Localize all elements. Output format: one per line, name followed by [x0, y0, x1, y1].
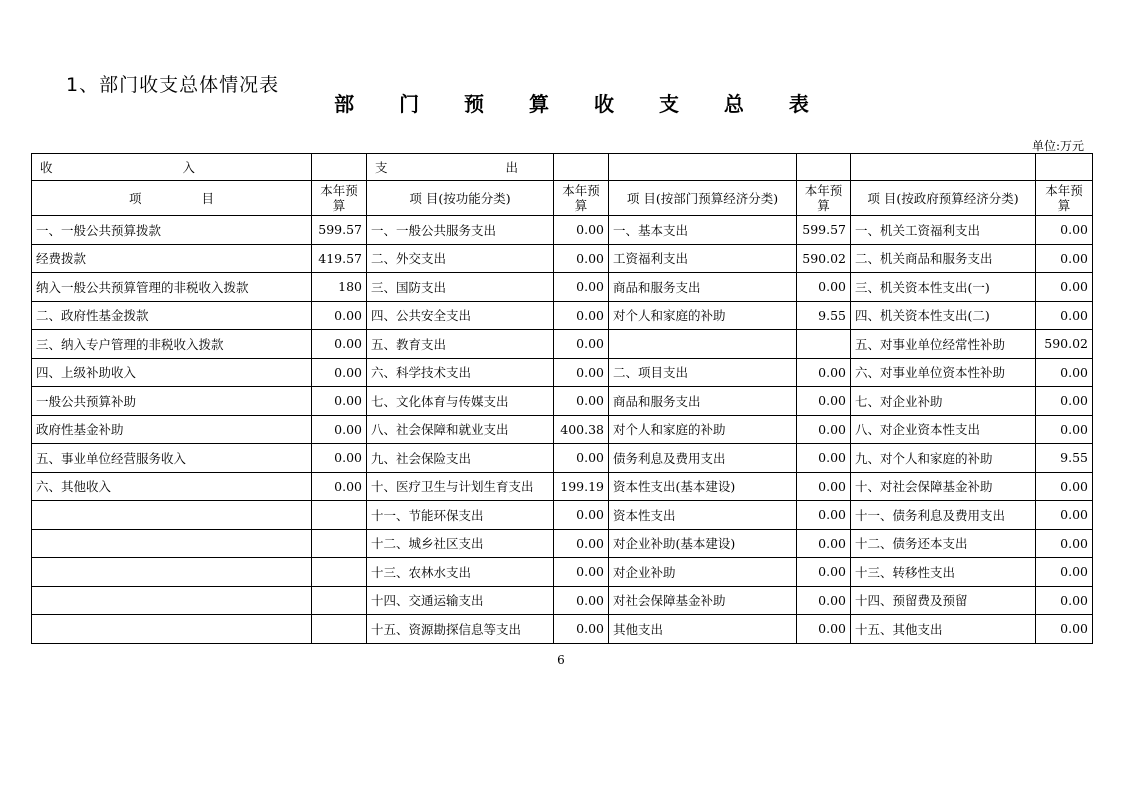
income-item-cell [32, 615, 312, 644]
income-header-blank [312, 154, 367, 181]
income-item-header [32, 181, 312, 216]
dept-item-cell: 对社会保障基金补助 [609, 586, 797, 615]
func-amount-cell: 0.00 [554, 330, 609, 359]
income-amount-cell [312, 615, 367, 644]
budget-summary-table [31, 153, 1093, 644]
expense-header-blank [609, 154, 797, 181]
dept-amount-cell: 0.00 [797, 529, 851, 558]
func-item-cell: 十四、交通运输支出 [367, 586, 554, 615]
dept-item-cell: 对个人和家庭的补助 [609, 301, 797, 330]
unit-label: 单位:万元 [1031, 139, 1084, 153]
dept-item-header: 项 目(按部门预算经济分类) [609, 181, 797, 216]
func-amount-cell: 0.00 [554, 586, 609, 615]
func-amount-cell: 0.00 [554, 387, 609, 416]
income-header: 收 [40, 160, 53, 175]
dept-item-cell: 对个人和家庭的补助 [609, 415, 797, 444]
document-title: 部 门 预 算 收 支 总 表 [334, 92, 828, 116]
func-item-header: 项 目(按功能分类) [367, 181, 554, 216]
amount-header-line2: 算 [817, 198, 830, 213]
amount-header-line2: 算 [332, 198, 346, 213]
table-row [32, 244, 1093, 273]
func-amount-cell: 400.38 [554, 415, 609, 444]
item-header-2: 目 [201, 191, 215, 206]
income-amount-cell: 0.00 [312, 444, 367, 473]
dept-amount-cell: 0.00 [797, 273, 851, 302]
income-item-cell: 一、一般公共预算拨款 [32, 216, 312, 245]
dept-amount-cell: 9.55 [797, 301, 851, 330]
gov-item-cell: 十、对社会保障基金补助 [851, 472, 1036, 501]
income-amount-cell [312, 501, 367, 530]
gov-amount-cell: 0.00 [1036, 273, 1093, 302]
gov-item-cell: 十二、债务还本支出 [851, 529, 1036, 558]
dept-amount-cell: 0.00 [797, 415, 851, 444]
income-item-cell: 一般公共预算补助 [32, 387, 312, 416]
func-item-cell: 三、国防支出 [367, 273, 554, 302]
income-item-cell: 四、上级补助收入 [32, 358, 312, 387]
gov-item-cell: 十一、债务利息及费用支出 [851, 501, 1036, 530]
income-item-cell: 二、政府性基金拨款 [32, 301, 312, 330]
gov-item-cell: 一、机关工资福利支出 [851, 216, 1036, 245]
gov-item-cell: 五、对事业单位经常性补助 [851, 330, 1036, 359]
expense-header-2: 出 [505, 160, 519, 175]
page-number: 6 [557, 653, 565, 667]
gov-item-cell: 二、机关商品和服务支出 [851, 244, 1036, 273]
income-item-cell [32, 586, 312, 615]
dept-item-cell: 其他支出 [609, 615, 797, 644]
dept-amount-cell: 0.00 [797, 358, 851, 387]
income-amount-cell: 0.00 [312, 472, 367, 501]
table-row [32, 444, 1093, 473]
dept-item-cell [609, 330, 797, 359]
func-amount-cell: 0.00 [554, 444, 609, 473]
section-heading: 1、部门收支总体情况表 [66, 74, 280, 96]
gov-item-cell: 六、对事业单位资本性补助 [851, 358, 1036, 387]
table-row [32, 558, 1093, 587]
income-item-cell: 经费拨款 [32, 244, 312, 273]
func-item-cell: 十二、城乡社区支出 [367, 529, 554, 558]
income-amount-cell: 180 [312, 273, 367, 302]
func-item-cell: 十、医疗卫生与计划生育支出 [367, 472, 554, 501]
income-amount-cell: 419.57 [312, 244, 367, 273]
income-amount-cell: 0.00 [312, 387, 367, 416]
header-row-group [32, 154, 1093, 181]
amount-header-line1: 本年预 [804, 183, 843, 198]
table-row [32, 330, 1093, 359]
table-row [32, 586, 1093, 615]
func-item-cell: 七、文化体育与传媒支出 [367, 387, 554, 416]
gov-amount-cell: 0.00 [1036, 415, 1093, 444]
income-amount-cell: 0.00 [312, 330, 367, 359]
gov-item-cell: 四、机关资本性支出(二) [851, 301, 1036, 330]
dept-item-cell: 工资福利支出 [609, 244, 797, 273]
func-amount-cell: 0.00 [554, 216, 609, 245]
income-amount-cell [312, 558, 367, 587]
income-header-2: 入 [182, 160, 196, 175]
table-row [32, 415, 1093, 444]
dept-amount-cell: 0.00 [797, 501, 851, 530]
income-amount-cell: 0.00 [312, 301, 367, 330]
dept-amount-cell [797, 330, 851, 359]
gov-amount-cell: 0.00 [1036, 501, 1093, 530]
gov-item-cell: 七、对企业补助 [851, 387, 1036, 416]
expense-header-blank [851, 154, 1036, 181]
dept-item-cell: 一、基本支出 [609, 216, 797, 245]
dept-amount-cell: 0.00 [797, 472, 851, 501]
table-row [32, 472, 1093, 501]
expense-header-cell [367, 154, 554, 181]
table-row [32, 529, 1093, 558]
func-amount-header [554, 181, 609, 216]
dept-item-cell: 二、项目支出 [609, 358, 797, 387]
func-amount-cell: 0.00 [554, 244, 609, 273]
table-row [32, 273, 1093, 302]
func-item-cell: 十三、农林水支出 [367, 558, 554, 587]
func-item-cell: 十一、节能环保支出 [367, 501, 554, 530]
dept-amount-cell: 0.00 [797, 387, 851, 416]
income-item-cell: 五、事业单位经营服务收入 [32, 444, 312, 473]
gov-amount-cell: 0.00 [1036, 615, 1093, 644]
dept-amount-cell: 0.00 [797, 615, 851, 644]
amount-header-line1: 本年预 [320, 183, 358, 198]
func-item-cell: 八、社会保障和就业支出 [367, 415, 554, 444]
func-amount-cell: 0.00 [554, 501, 609, 530]
income-item-cell [32, 558, 312, 587]
gov-amount-cell: 0.00 [1036, 472, 1093, 501]
dept-item-cell: 商品和服务支出 [609, 387, 797, 416]
gov-amount-cell: 0.00 [1036, 586, 1093, 615]
func-item-cell: 五、教育支出 [367, 330, 554, 359]
dept-amount-cell: 0.00 [797, 558, 851, 587]
func-item-cell: 一、一般公共服务支出 [367, 216, 554, 245]
expense-header-blank [554, 154, 609, 181]
func-item-cell: 十五、资源勘探信息等支出 [367, 615, 554, 644]
table-row [32, 358, 1093, 387]
amount-header-line1: 本年预 [562, 183, 600, 198]
income-item-cell: 六、其他收入 [32, 472, 312, 501]
amount-header-line1: 本年预 [1045, 183, 1083, 198]
expense-header: 支 [375, 160, 388, 175]
dept-item-cell: 商品和服务支出 [609, 273, 797, 302]
dept-item-cell: 债务利息及费用支出 [609, 444, 797, 473]
table-row [32, 501, 1093, 530]
expense-header-blank [797, 154, 851, 181]
gov-amount-cell: 9.55 [1036, 444, 1093, 473]
gov-amount-cell: 0.00 [1036, 216, 1093, 245]
header-row-columns [32, 181, 1093, 216]
amount-header-line2: 算 [1057, 198, 1071, 213]
dept-amount-cell: 0.00 [797, 586, 851, 615]
gov-amount-cell: 0.00 [1036, 387, 1093, 416]
func-amount-cell: 0.00 [554, 273, 609, 302]
dept-item-cell: 对企业补助 [609, 558, 797, 587]
income-item-cell: 政府性基金补助 [32, 415, 312, 444]
func-amount-cell: 0.00 [554, 529, 609, 558]
dept-item-cell: 资本性支出 [609, 501, 797, 530]
table-row [32, 387, 1093, 416]
gov-item-header: 项 目(按政府预算经济分类) [851, 181, 1036, 216]
dept-amount-cell: 599.57 [797, 216, 851, 245]
dept-amount-header [797, 181, 851, 216]
income-amount-cell [312, 529, 367, 558]
table-row [32, 301, 1093, 330]
func-amount-cell: 0.00 [554, 301, 609, 330]
gov-amount-cell: 0.00 [1036, 358, 1093, 387]
dept-item-cell: 资本性支出(基本建设) [609, 472, 797, 501]
gov-amount-cell: 0.00 [1036, 558, 1093, 587]
income-amount-cell: 0.00 [312, 415, 367, 444]
func-amount-cell: 0.00 [554, 615, 609, 644]
amount-header-line2: 算 [574, 198, 588, 213]
income-amount-header [312, 181, 367, 216]
gov-amount-cell: 0.00 [1036, 529, 1093, 558]
func-item-cell: 六、科学技术支出 [367, 358, 554, 387]
func-amount-cell: 0.00 [554, 558, 609, 587]
income-amount-cell: 0.00 [312, 358, 367, 387]
func-amount-cell: 199.19 [554, 472, 609, 501]
func-item-cell: 二、外交支出 [367, 244, 554, 273]
dept-item-cell: 对企业补助(基本建设) [609, 529, 797, 558]
income-item-cell [32, 529, 312, 558]
gov-amount-cell: 0.00 [1036, 301, 1093, 330]
income-amount-cell [312, 586, 367, 615]
func-item-cell: 四、公共安全支出 [367, 301, 554, 330]
func-item-cell: 九、社会保险支出 [367, 444, 554, 473]
dept-amount-cell: 590.02 [797, 244, 851, 273]
dept-amount-cell: 0.00 [797, 444, 851, 473]
table-row [32, 216, 1093, 245]
gov-item-cell: 十五、其他支出 [851, 615, 1036, 644]
gov-item-cell: 九、对个人和家庭的补助 [851, 444, 1036, 473]
gov-item-cell: 十四、预留费及预留 [851, 586, 1036, 615]
gov-amount-header [1036, 181, 1093, 216]
income-item-cell [32, 501, 312, 530]
gov-amount-cell: 590.02 [1036, 330, 1093, 359]
func-amount-cell: 0.00 [554, 358, 609, 387]
income-header-cell [32, 154, 312, 181]
item-header: 项 [128, 191, 142, 206]
gov-item-cell: 十三、转移性支出 [851, 558, 1036, 587]
table-row [32, 615, 1093, 644]
expense-header-blank [1036, 154, 1093, 181]
gov-amount-cell: 0.00 [1036, 244, 1093, 273]
income-amount-cell: 599.57 [312, 216, 367, 245]
gov-item-cell: 三、机关资本性支出(一) [851, 273, 1036, 302]
gov-item-cell: 八、对企业资本性支出 [851, 415, 1036, 444]
income-item-cell: 纳入一般公共预算管理的非税收入拨款 [32, 273, 312, 302]
income-item-cell: 三、纳入专户管理的非税收入拨款 [32, 330, 312, 359]
